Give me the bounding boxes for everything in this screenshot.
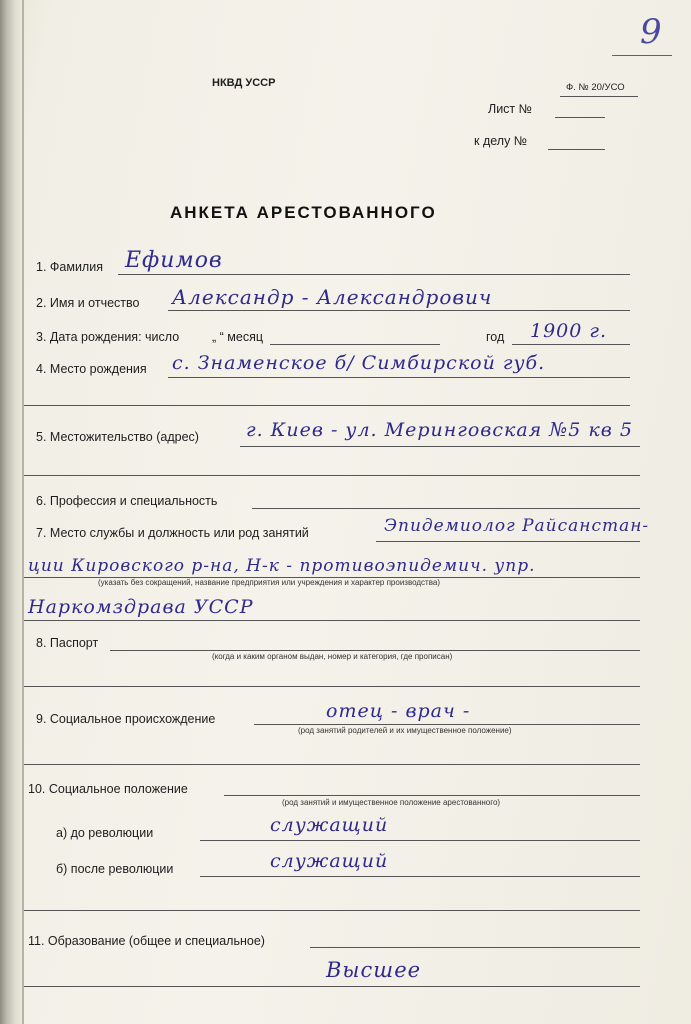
case-label: к делу № bbox=[474, 134, 528, 148]
field-10-hint: (род занятий и имущественное положение арестованного) bbox=[282, 798, 501, 807]
field-9-line bbox=[254, 724, 640, 725]
field-10-label: 10. Социальное положение bbox=[28, 782, 188, 796]
field-5-line-2 bbox=[24, 475, 640, 476]
field-6-label: 6. Профессия и специальность bbox=[36, 494, 218, 508]
field-10-line bbox=[224, 795, 640, 796]
field-4-label: 4. Место рождения bbox=[36, 362, 147, 376]
field-1-label: 1. Фамилия bbox=[36, 260, 103, 274]
field-10a-line bbox=[200, 840, 640, 841]
field-10-line-2 bbox=[24, 910, 640, 911]
form-title: АНКЕТА АРЕСТОВАННОГО bbox=[170, 203, 437, 222]
field-9-value: отец - врач - bbox=[326, 700, 471, 722]
field-10b-line bbox=[200, 876, 640, 877]
field-4-line bbox=[168, 377, 630, 378]
field-3-year-label: год bbox=[486, 330, 505, 344]
binding-shadow bbox=[22, 0, 24, 1024]
field-10b-label: б) после революции bbox=[56, 862, 174, 876]
field-2-line bbox=[168, 310, 630, 311]
field-2-value: Александр - Александрович bbox=[172, 285, 493, 309]
field-3-month-label: „ “ месяц bbox=[212, 330, 263, 344]
field-4-line-2 bbox=[24, 405, 630, 406]
field-3-year-value: 1900 г. bbox=[530, 320, 608, 342]
page-number: 9 bbox=[640, 12, 662, 52]
field-7-value-1: Эпидемиолог Райсанстан- bbox=[384, 516, 650, 536]
field-7-value-3: Наркомздрава УССР bbox=[28, 596, 254, 618]
org-name: НКВД УССР bbox=[212, 77, 276, 89]
field-11-value: Высшее bbox=[326, 958, 422, 982]
field-8-line bbox=[110, 650, 640, 651]
field-7-line bbox=[376, 541, 640, 542]
field-8-label: 8. Паспорт bbox=[36, 636, 99, 650]
field-8-line-2 bbox=[24, 686, 640, 687]
case-line bbox=[548, 149, 605, 150]
field-4-value: с. Знаменское б/ Симбирской губ. bbox=[172, 352, 546, 374]
field-3-label: 3. Дата рождения: число bbox=[36, 330, 180, 344]
field-5-line bbox=[240, 446, 640, 447]
form-number-underline bbox=[560, 96, 638, 97]
field-10a-value: служащий bbox=[270, 814, 389, 836]
field-5-label: 5. Местожительство (адрес) bbox=[36, 430, 199, 444]
field-7-label: 7. Место службы и должность или род занятий bbox=[36, 526, 309, 540]
field-7-hint: (указать без сокращений, название предприятия или учреждения и характер производства) bbox=[98, 578, 440, 587]
sheet-label: Лист № bbox=[488, 102, 533, 116]
sheet-line bbox=[555, 117, 605, 118]
field-1-line bbox=[118, 274, 630, 275]
field-7-line-3 bbox=[24, 620, 640, 621]
field-3-month-line bbox=[270, 344, 440, 345]
field-2-label: 2. Имя и отчество bbox=[36, 296, 140, 310]
field-10b-value: служащий bbox=[270, 850, 389, 872]
field-9-label: 9. Социальное происхождение bbox=[36, 712, 216, 726]
form-number: Ф. № 20/УСО bbox=[566, 82, 625, 93]
binding-edge bbox=[0, 0, 22, 1024]
field-9-line-2 bbox=[24, 764, 640, 765]
field-11-label: 11. Образование (общее и специальное) bbox=[28, 934, 265, 948]
field-3-year-line bbox=[512, 344, 630, 345]
field-6-line bbox=[252, 508, 640, 509]
field-1-value: Ефимов bbox=[125, 248, 223, 273]
field-11-line-2 bbox=[24, 986, 640, 987]
field-8-hint: (когда и каким органом выдан, номер и категория, где прописан) bbox=[212, 652, 453, 661]
field-9-hint: (род занятий родителей и их имущественное положение) bbox=[298, 726, 512, 735]
field-11-line bbox=[310, 947, 640, 948]
field-7-value-2: ции Кировского р-на, Н-к - противоэпидемич. упр. bbox=[28, 556, 536, 576]
page-number-underline bbox=[612, 55, 672, 56]
field-5-value: г. Киев - ул. Меринговская №5 кв 5 bbox=[246, 419, 633, 441]
field-10a-label: а) до революции bbox=[56, 826, 154, 840]
